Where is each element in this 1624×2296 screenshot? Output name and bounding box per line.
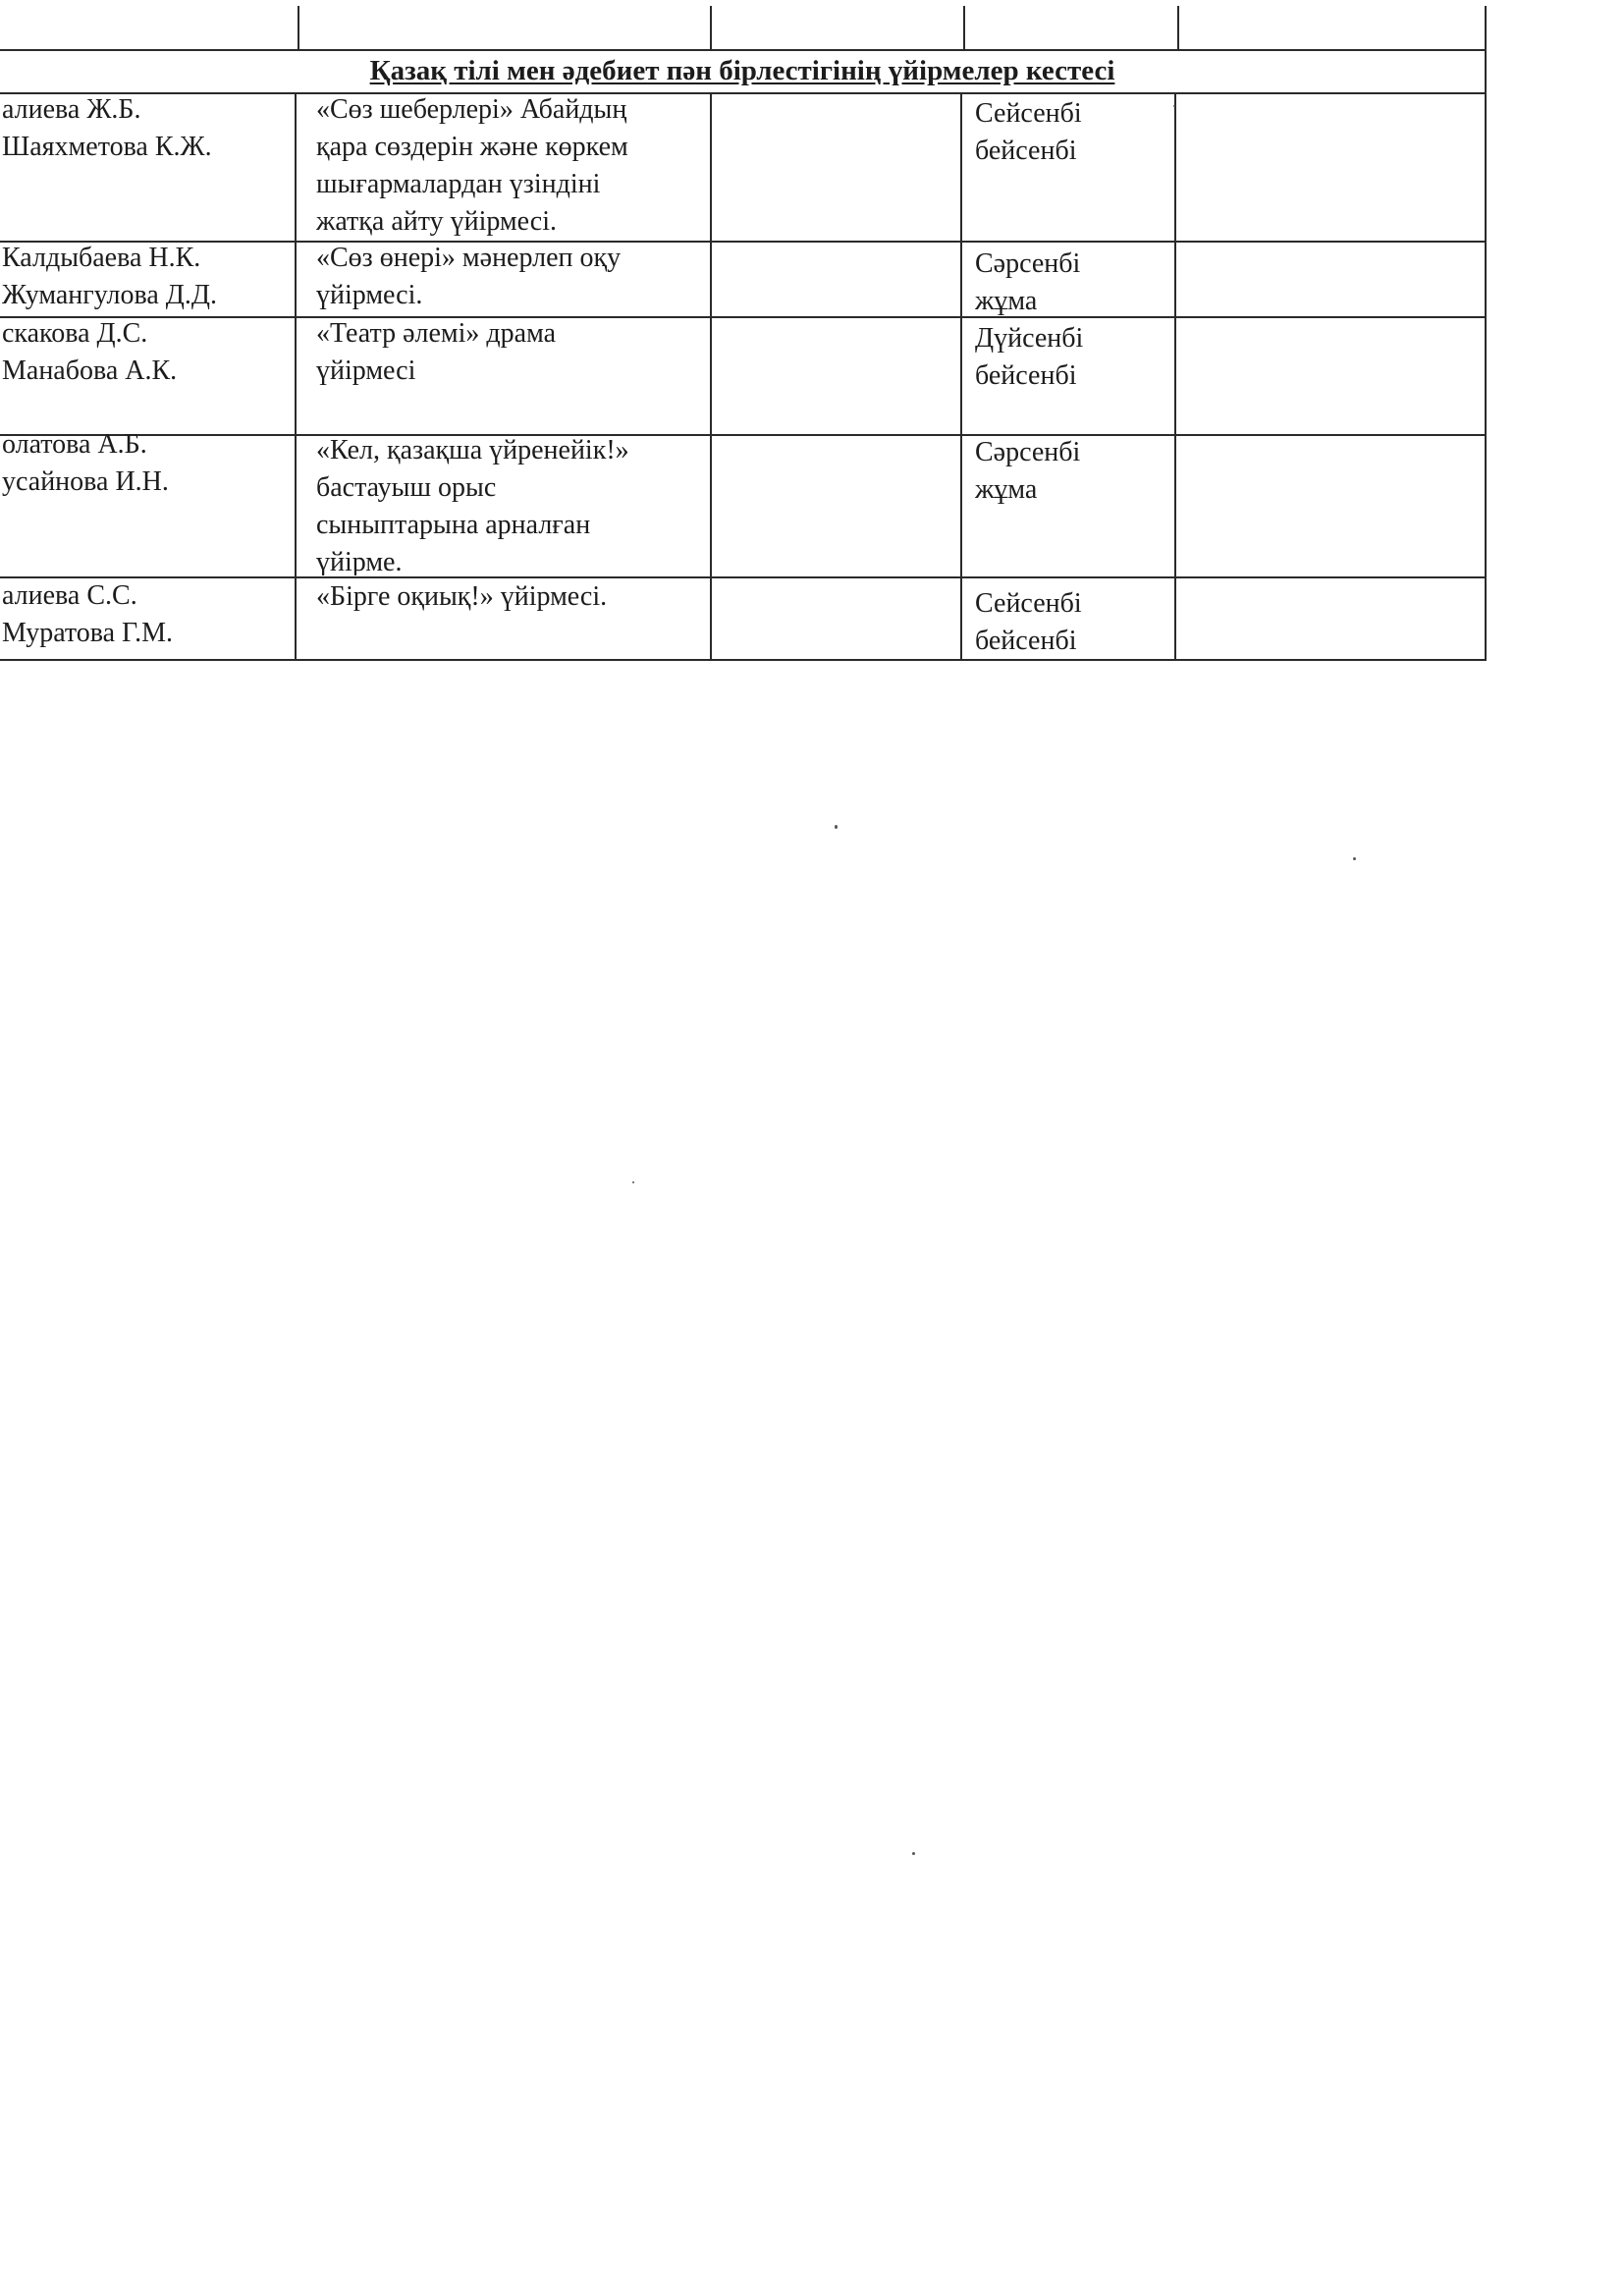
scan-speck [912,1852,915,1855]
table-border [298,6,299,49]
table-cell [715,578,956,657]
club-cell: «Сөз шеберлері» Абайдың қара сөздерін және көркем шығармалардан үзіндіні жатқа айту үйірмесі. [316,94,628,237]
table-cell [715,240,956,314]
table-border [960,92,962,661]
club-cell: «Сөз өнері» мәнерлеп оқу үйірмесі. [316,243,622,310]
table-title: Қазақ тілі мен әдебиет пән бірлестігінің үйірмелер кестесі [369,55,1115,86]
table-cell [1180,95,1481,239]
table-cell [715,315,956,431]
scan-speck [1353,857,1356,860]
teachers-cell: алиева С.С. Муратова Г.М. [2,580,173,648]
scan-speck [1173,105,1175,107]
table-border [963,6,965,49]
table-cell [1180,320,1481,432]
club-cell: «Театр әлемі» драма үйірмесі [316,318,557,386]
table-border [295,92,297,661]
table-border [0,659,1487,661]
days-cell: Сәрсенбі жұма [975,248,1081,316]
scan-speck [632,1181,634,1183]
table-border [710,6,712,49]
table-cell [1180,246,1481,316]
table-cell [715,91,956,239]
table-border [1485,49,1487,661]
table-cell [1180,585,1481,658]
teachers-cell: Калдыбаева Н.К. Жумангулова Д.Д. [2,243,217,310]
table-border [1177,6,1179,49]
table-border [710,92,712,661]
teachers-cell: скакова Д.С. Манабова А.К. [2,318,178,386]
table-border [1485,6,1487,49]
table-border [1174,92,1176,661]
table-cell [1180,434,1481,575]
days-cell: Сәрсенбі жұма [975,437,1081,505]
teachers-cell: алиева Ж.Б. Шаяхметова К.Ж. [2,94,212,162]
table-cell [715,432,956,575]
days-cell: Сейсенбі бейсенбі [975,98,1082,166]
days-cell: Дүйсенбі бейсенбі [975,323,1084,391]
teachers-cell: олатова А.Б. усайнова И.Н. [2,429,169,497]
club-cell: «Бірге оқиық!» үйірмесі. [316,581,608,612]
club-cell: «Кел, қазақша үйренейік!» бастауыш орыс сыныптарына арналған үйірме. [316,435,629,575]
days-cell: Сейсенбі бейсенбі [975,588,1082,656]
scan-speck [835,825,838,829]
